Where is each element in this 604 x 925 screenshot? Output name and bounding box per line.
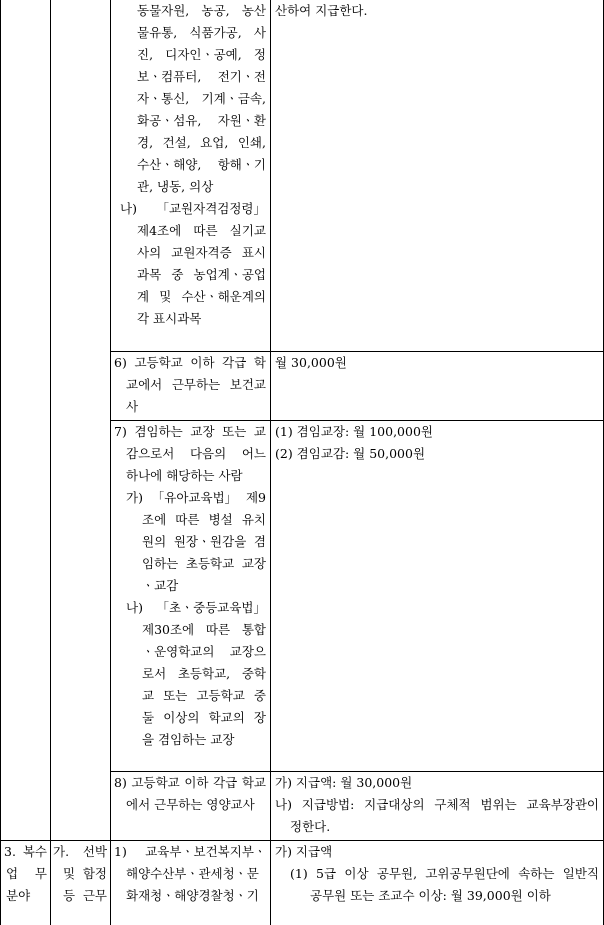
cell-word: 화공ㆍ섬유, (137, 113, 202, 128)
cell-line (126, 487, 266, 509)
cell-line: 월 30,000원 (275, 355, 347, 370)
cell-word: (1) (290, 866, 308, 881)
cell-word: 중 (171, 267, 184, 282)
cell-word: 교장 (190, 424, 215, 439)
cell-line (137, 242, 266, 264)
cell-word: 인쇄, (237, 135, 266, 150)
cell-line (142, 509, 266, 531)
cell-word: 「초ㆍ중등교육법」 (156, 600, 266, 615)
cell-word: 6) (114, 355, 127, 370)
cell-word: 사 (253, 25, 266, 40)
cell-word: 어느 (241, 446, 266, 461)
cell-word: 복수 (22, 844, 47, 859)
cell-line (114, 772, 266, 794)
cell-word: 교육부장관이 (526, 797, 599, 812)
cell-line: 하나에 해당하는 사람 (126, 468, 243, 483)
cell-word: 초등학교, (177, 666, 231, 681)
cell-line (137, 66, 266, 88)
cell-word: 디자인ㆍ공예, (165, 47, 242, 62)
cell-word: 화재청ㆍ해양경찰청ㆍ기 (126, 888, 259, 903)
cell-word: 교장 (241, 556, 266, 571)
cell-word: 동물자원, (137, 3, 190, 18)
cell-word: 요업, (200, 135, 229, 150)
cell-word: 보ㆍ컴퓨터, (137, 69, 202, 84)
cell-word: 기계ㆍ금속, (201, 91, 266, 106)
cell-word: 원의 (142, 534, 167, 549)
cell-word: 농공, (201, 3, 230, 18)
cell-line: 을 겸임하는 교장 (142, 732, 235, 747)
cell-word: 전기ㆍ전 (217, 69, 266, 84)
cell-line: (2) 겸임교감: 월 50,000원 (275, 446, 426, 461)
cell-word: 또는 (222, 424, 247, 439)
cell-word: 및 (159, 289, 172, 304)
cell-word: 로서 (142, 666, 167, 681)
cell-word: 유치 (241, 512, 266, 527)
cell-line (137, 132, 266, 154)
column-divider (110, 0, 111, 925)
cell-word: 무 (34, 866, 47, 881)
cell-line (137, 264, 266, 286)
cell-word: 고등학교 (131, 775, 180, 790)
cell-word: 가. (53, 844, 70, 859)
cell-word: 제9 (245, 490, 266, 505)
cell-line (4, 841, 47, 863)
cell-word: 선박 (82, 844, 107, 859)
cell-word: 이하 (190, 355, 215, 370)
cell-word: ㆍ운영학교의 (142, 644, 215, 659)
cell-word: 등 (63, 888, 76, 903)
cell-word: 장 (253, 710, 266, 725)
cell-word: 수산ㆍ해양, (137, 157, 202, 172)
cell-word: 표시 (241, 245, 266, 260)
cell-word: 이하 (184, 775, 209, 790)
cell-word: 5급 (316, 866, 337, 881)
cell-line (6, 863, 47, 885)
cell-line (126, 374, 266, 396)
cell-line (142, 663, 266, 685)
cell-word: 따른 (193, 223, 218, 238)
cell-word: 함정 (82, 866, 107, 881)
cell-word: 중학 (241, 666, 266, 681)
cell-word: 학교 (241, 775, 266, 790)
column-divider (50, 0, 51, 925)
cell-line (142, 641, 266, 663)
cell-word: 조에 (142, 512, 167, 527)
cell-word: 수산ㆍ해운계의 (181, 289, 266, 304)
cell-line: 산하여 지급한다. (275, 3, 368, 18)
cell-line: (1) 겸임교장: 월 100,000원 (275, 424, 433, 439)
cell-word: 학 (253, 355, 266, 370)
cell-word: 건설, (162, 135, 191, 150)
cell-line (142, 685, 266, 707)
cell-word: 고등학교 (196, 688, 245, 703)
cell-word: 감으로서 (126, 446, 175, 461)
cell-word: 원장ㆍ원감을 (173, 534, 247, 549)
cell-word: 공무원, (376, 866, 418, 881)
cell-word: 이상의 (163, 710, 200, 725)
cell-line: 가) 지급액 (275, 844, 333, 859)
cell-word: 병설 (208, 512, 233, 527)
cell-word: 지급대상의 (364, 797, 425, 812)
cell-line: 사 (126, 399, 139, 414)
cell-word: 자원ㆍ환 (217, 113, 266, 128)
cell-line (120, 198, 266, 220)
cell-word: 이상 (344, 866, 369, 881)
cell-word: 8) (114, 775, 127, 790)
cell-word: 농산 (241, 3, 266, 18)
cell-word: 정 (253, 47, 266, 62)
cell-word: 3. (4, 844, 16, 859)
cell-word: 따른 (205, 622, 231, 637)
cell-word: 실기교 (229, 223, 266, 238)
cell-line (126, 863, 266, 885)
cell-word: 물유통, (137, 25, 178, 40)
cell-word: 「교원자격검정령」 (156, 201, 266, 216)
cell-word: 임하는 (142, 556, 179, 571)
cell-word: 식품가공, (189, 25, 242, 40)
cell-word: 나) (275, 797, 292, 812)
cell-line: ㆍ교감 (142, 578, 179, 593)
cell-word: 제4조에 (137, 223, 182, 238)
cell-line: 각 표시과목 (137, 311, 202, 326)
cell-word: 업 (6, 866, 19, 881)
cell-line (137, 220, 266, 242)
cell-word: 구체적 (434, 797, 471, 812)
column-divider (270, 0, 271, 925)
cell-word: 각급 (213, 775, 238, 790)
cell-line (137, 88, 266, 110)
cell-line: 분야 (6, 888, 31, 903)
cell-line (142, 553, 266, 575)
cell-word: 사의 (137, 245, 162, 260)
cell-word: 교육부ㆍ보건복지부ㆍ (145, 844, 266, 859)
cell-word: 통합 (241, 622, 266, 637)
cell-word: 중 (253, 688, 266, 703)
cell-line (126, 597, 266, 619)
cell-word: 보건교 (229, 377, 266, 392)
cell-word: 나) (120, 201, 137, 216)
cell-word: 1) (114, 844, 127, 859)
cell-word: 속하는 (518, 866, 555, 881)
cell-line (142, 619, 266, 641)
cell-word: 계 (137, 289, 150, 304)
cell-line (63, 885, 107, 907)
cell-word: 초등학교 (185, 556, 235, 571)
cell-line (114, 841, 266, 863)
cell-word: 고위공무원단에 (425, 866, 510, 881)
cell-word: 교장으 (229, 644, 266, 659)
cell-line (137, 286, 266, 308)
cell-word: 교 (253, 424, 266, 439)
cell-word: 농업계ㆍ공업 (193, 267, 266, 282)
cell-line: 에서 근무하는 영양교사 (126, 797, 255, 812)
cell-line (142, 531, 266, 553)
cell-word: 해양수산부ㆍ관세청ㆍ문 (126, 866, 259, 881)
cell-word: 따른 (175, 512, 200, 527)
cell-line (275, 794, 599, 816)
cell-line (53, 841, 107, 863)
cell-line: 가) 지급액: 월 30,000원 (275, 775, 413, 790)
cell-word: 다음의 (189, 446, 227, 461)
cell-word: 각급 (222, 355, 247, 370)
cell-word: 근무하는 (171, 377, 221, 392)
cell-word: 또는 (163, 688, 188, 703)
cell-word: 범위는 (480, 797, 517, 812)
cell-word: 고등학교 (134, 355, 183, 370)
cell-line (137, 22, 266, 44)
cell-line (126, 885, 266, 907)
cell-word: 겸 (253, 534, 266, 549)
cell-word: 과목 (137, 267, 162, 282)
cell-word: 겸임하는 (134, 424, 183, 439)
cell-word: 항해ㆍ기 (217, 157, 266, 172)
cell-word: 둘 (142, 710, 155, 725)
cell-word: 경, (137, 135, 154, 150)
cell-word: 나) (126, 600, 143, 615)
cell-word: 가) (126, 490, 143, 505)
cell-word: 「유아교육법」 (151, 490, 238, 505)
cell-word: 제30조에 (142, 622, 195, 637)
cell-word: 교원자격증 (171, 245, 232, 260)
cell-line (290, 863, 599, 885)
cell-line: 정한다. (290, 819, 331, 834)
cell-line (137, 0, 266, 22)
cell-line (126, 443, 266, 465)
cell-word: 교 (142, 688, 155, 703)
cell-line: 관, 냉동, 의상 (137, 179, 214, 194)
cell-word: 일반직 (562, 866, 599, 881)
cell-line (137, 154, 266, 176)
column-divider (0, 0, 1, 925)
cell-line (114, 421, 266, 443)
cell-word: 교에서 (126, 377, 163, 392)
cell-line (63, 863, 107, 885)
cell-line (137, 44, 266, 66)
cell-word: 자ㆍ통신, (137, 91, 190, 106)
cell-line (114, 352, 266, 374)
cell-line: 공무원 또는 조교수 이상: 월 39,000원 이하 (310, 888, 551, 903)
cell-word: 진, (137, 47, 154, 62)
cell-word: 지급방법: (301, 797, 355, 812)
cell-line (137, 110, 266, 132)
cell-word: 및 (63, 866, 76, 881)
cell-word: 7) (114, 424, 127, 439)
cell-line (142, 707, 266, 729)
cell-word: 학교의 (208, 710, 245, 725)
cell-word: 근무 (82, 888, 107, 903)
